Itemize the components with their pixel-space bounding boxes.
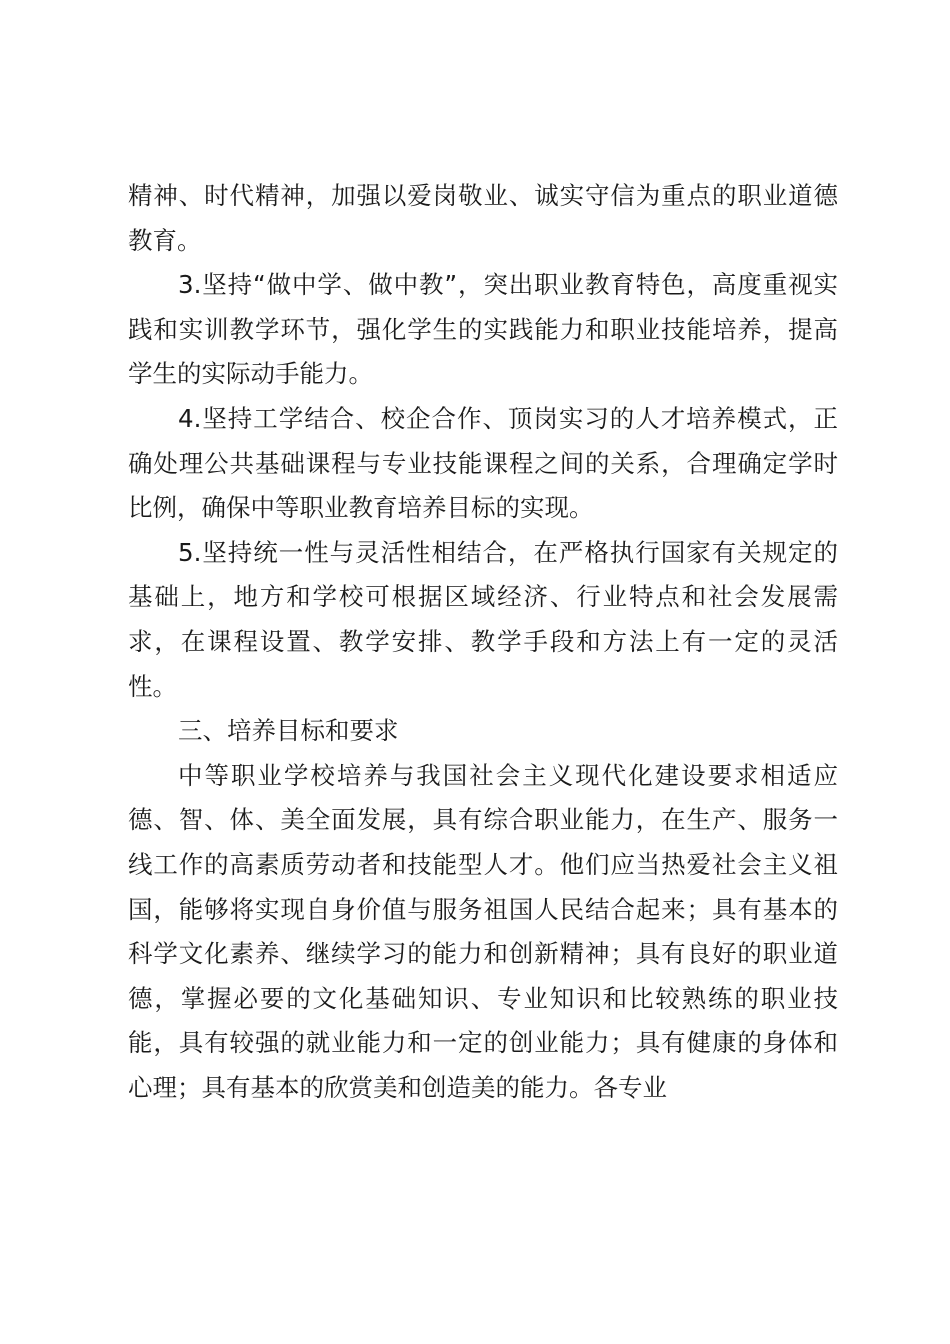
paragraph-principle-5: 5.坚持统一性与灵活性相结合，在严格执行国家有关规定的基础上，地方和学校可根据区域经济、行业特点和社会发展需求，在课程设置、教学安排、教学手段和方法上有一定的灵活性。 [128,537,838,701]
section-heading: 三、培养目标和要求 [178,716,399,746]
paragraph-principle-4: 4.坚持工学结合、校企合作、顶岗实习的人才培养模式，正确处理公共基础课程与专业技能课程之间的关系，合理确定学时比例，确保中等职业教育培养目标的实现。 [128,403,838,523]
paragraph-training-goals: 中等职业学校培养与我国社会主义现代化建设要求相适应德、智、体、美全面发展，具有综合职业能力，在生产、服务一线工作的高素质劳动者和技能型人才。他们应当热爱社会主义祖国，能够将实现自身价值与服务祖国人民结合起来；具有基本的科学文化素养、继续学习的能力和创新精神；具有良好的职业道德，掌握必要的文化基础知识、专业知识和比较熟练的职业技能，具有较强的就业能力和一定的创业能力；具有健康的身体和心理；具有基本的欣赏美和创造美的能力。各专业 [128,760,838,1102]
paragraph-continuation: 精神、时代精神，加强以爱岗敬业、诚实守信为重点的职业道德教育。 [128,181,838,255]
paragraph-principle-3: 3.坚持“做中学、做中教”，突出职业教育特色，高度重视实践和实训教学环节，强化学生的实践能力和职业技能培养，提高学生的实际动手能力。 [128,270,838,389]
document-body [128,174,838,1110]
